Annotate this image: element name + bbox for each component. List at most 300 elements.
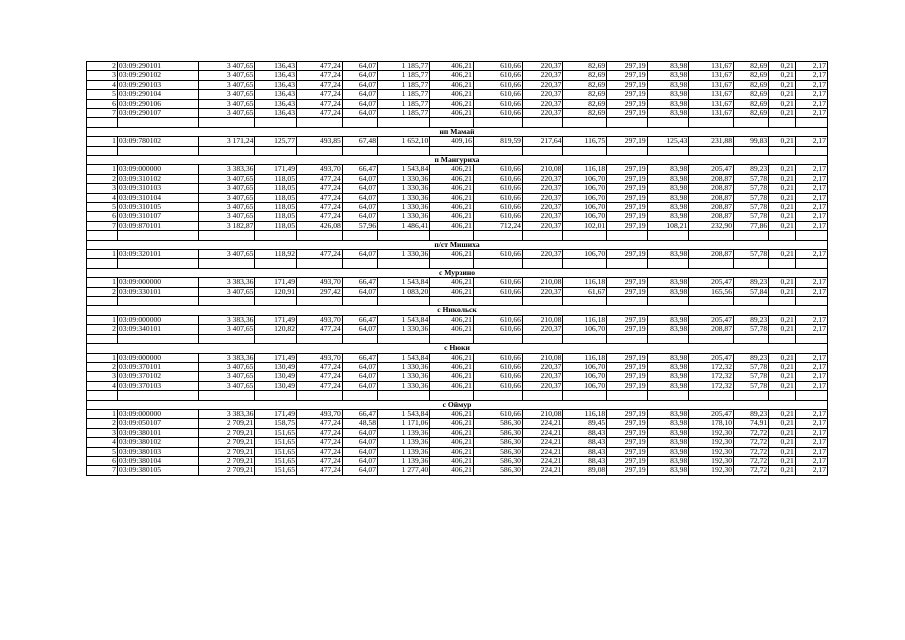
value-cell: 426,08	[297, 221, 343, 230]
spacer-cell	[795, 118, 827, 127]
spacer-cell	[734, 231, 769, 240]
value-cell: 406,21	[430, 212, 474, 221]
value-cell: 0,21	[769, 315, 796, 324]
spacer-cell	[607, 297, 648, 306]
value-cell: 82,69	[734, 71, 769, 80]
value-cell: 131,67	[689, 80, 734, 89]
row-number-cell: 4	[87, 438, 118, 447]
value-cell: 220,37	[522, 250, 563, 259]
value-cell: 2,17	[795, 212, 827, 221]
cadastral-code-cell: 03:09:290103	[117, 80, 198, 89]
value-cell: 99,83	[734, 137, 769, 146]
value-cell: 210,08	[522, 278, 563, 287]
spacer-cell	[522, 259, 563, 268]
value-cell: 118,05	[255, 184, 297, 193]
spacer-cell	[117, 118, 198, 127]
value-cell: 477,24	[297, 80, 343, 89]
row-number-cell: 1	[87, 409, 118, 418]
value-cell: 2,17	[795, 99, 827, 108]
spacer-cell	[117, 146, 198, 155]
value-cell: 297,19	[607, 250, 648, 259]
value-cell: 220,37	[522, 80, 563, 89]
spacer-cell	[734, 146, 769, 155]
value-cell: 2,17	[795, 325, 827, 334]
value-cell: 2,17	[795, 165, 827, 174]
row-number-cell: 5	[87, 203, 118, 212]
table-row	[87, 137, 828, 146]
value-cell: 83,98	[647, 99, 689, 108]
value-cell: 3 383,36	[198, 315, 255, 324]
spacer-cell	[117, 231, 198, 240]
value-cell: 406,21	[430, 278, 474, 287]
value-cell: 151,65	[255, 438, 297, 447]
value-cell: 610,66	[473, 362, 522, 371]
cadastral-code-cell: 03:09:370101	[117, 362, 198, 371]
value-cell: 610,66	[473, 90, 522, 99]
cadastral-code-cell: 03:09:380104	[117, 456, 198, 465]
value-cell: 224,21	[522, 438, 563, 447]
spacer-cell	[734, 118, 769, 127]
spacer-cell	[198, 231, 255, 240]
value-cell: 64,07	[342, 381, 377, 390]
value-cell: 3 171,24	[198, 137, 255, 146]
value-cell: 1 543,84	[378, 278, 430, 287]
table-row	[87, 456, 828, 465]
spacer-cell	[795, 231, 827, 240]
value-cell: 3 407,65	[198, 184, 255, 193]
value-cell: 3 407,65	[198, 99, 255, 108]
value-cell: 83,98	[647, 372, 689, 381]
value-cell: 151,65	[255, 428, 297, 437]
spacer-cell	[795, 297, 827, 306]
value-cell: 125,43	[647, 137, 689, 146]
row-number-cell: 5	[87, 447, 118, 456]
value-cell: 477,24	[297, 212, 343, 221]
spacer-cell	[297, 231, 343, 240]
cadastral-code-cell: 03:09:780102	[117, 137, 198, 146]
value-cell: 217,64	[522, 137, 563, 146]
row-number-cell: 2	[87, 419, 118, 428]
section-title: с Никольск	[87, 306, 828, 315]
spacer-row	[87, 391, 828, 400]
section-header-row	[87, 306, 828, 315]
table-row	[87, 62, 828, 71]
value-cell: 2,17	[795, 438, 827, 447]
section-title: с Оймур	[87, 400, 828, 409]
value-cell: 3 407,65	[198, 62, 255, 71]
value-cell: 610,66	[473, 203, 522, 212]
value-cell: 208,87	[689, 325, 734, 334]
value-cell: 220,37	[522, 203, 563, 212]
value-cell: 406,21	[430, 372, 474, 381]
value-cell: 64,07	[342, 447, 377, 456]
spacer-cell	[378, 146, 430, 155]
value-cell: 151,65	[255, 456, 297, 465]
spacer-cell	[430, 259, 474, 268]
spacer-cell	[430, 297, 474, 306]
spacer-cell	[647, 334, 689, 343]
value-cell: 64,07	[342, 456, 377, 465]
table-row	[87, 109, 828, 118]
value-cell: 83,98	[647, 184, 689, 193]
value-cell: 1 171,06	[378, 419, 430, 428]
spacer-cell	[198, 391, 255, 400]
value-cell: 3 407,65	[198, 287, 255, 296]
spacer-cell	[430, 231, 474, 240]
value-cell: 220,37	[522, 71, 563, 80]
table-row	[87, 203, 828, 212]
value-cell: 406,21	[430, 362, 474, 371]
value-cell: 205,47	[689, 278, 734, 287]
spacer-cell	[522, 297, 563, 306]
spacer-cell	[473, 118, 522, 127]
value-cell: 2,17	[795, 287, 827, 296]
value-cell: 477,24	[297, 90, 343, 99]
table-row	[87, 212, 828, 221]
value-cell: 57,78	[734, 212, 769, 221]
value-cell: 83,98	[647, 447, 689, 456]
value-cell: 2,17	[795, 193, 827, 202]
spacer-cell	[117, 259, 198, 268]
value-cell: 610,66	[473, 315, 522, 324]
value-cell: 57,78	[734, 184, 769, 193]
value-cell: 586,30	[473, 466, 522, 475]
value-cell: 82,69	[734, 99, 769, 108]
row-number-cell: 2	[87, 174, 118, 183]
value-cell: 64,07	[342, 80, 377, 89]
spacer-cell	[607, 231, 648, 240]
value-cell: 220,37	[522, 174, 563, 183]
spacer-cell	[255, 391, 297, 400]
spacer-cell	[255, 297, 297, 306]
table-row	[87, 99, 828, 108]
value-cell: 406,21	[430, 221, 474, 230]
value-cell: 0,21	[769, 409, 796, 418]
value-cell: 406,21	[430, 193, 474, 202]
value-cell: 3 383,36	[198, 278, 255, 287]
value-cell: 297,19	[607, 362, 648, 371]
value-cell: 1 139,36	[378, 438, 430, 447]
value-cell: 2,17	[795, 428, 827, 437]
spacer-cell	[430, 146, 474, 155]
value-cell: 477,24	[297, 466, 343, 475]
value-cell: 2,17	[795, 456, 827, 465]
value-cell: 83,98	[647, 109, 689, 118]
value-cell: 82,69	[563, 109, 607, 118]
spacer-cell	[522, 391, 563, 400]
value-cell: 297,19	[607, 184, 648, 193]
table-row	[87, 428, 828, 437]
value-cell: 477,24	[297, 184, 343, 193]
value-cell: 172,32	[689, 381, 734, 390]
spacer-cell	[255, 334, 297, 343]
spacer-cell	[689, 334, 734, 343]
value-cell: 83,98	[647, 456, 689, 465]
row-number-cell: 2	[87, 362, 118, 371]
value-cell: 64,07	[342, 193, 377, 202]
value-cell: 116,18	[563, 409, 607, 418]
value-cell: 610,66	[473, 325, 522, 334]
value-cell: 171,49	[255, 165, 297, 174]
value-cell: 493,70	[297, 165, 343, 174]
spacer-cell	[255, 118, 297, 127]
spacer-cell	[297, 118, 343, 127]
value-cell: 83,98	[647, 353, 689, 362]
table-row	[87, 409, 828, 418]
spacer-cell	[522, 334, 563, 343]
value-cell: 130,49	[255, 362, 297, 371]
value-cell: 220,37	[522, 325, 563, 334]
value-cell: 409,16	[430, 137, 474, 146]
section-header-row	[87, 156, 828, 165]
value-cell: 477,24	[297, 250, 343, 259]
value-cell: 477,24	[297, 447, 343, 456]
value-cell: 297,19	[607, 372, 648, 381]
value-cell: 3 407,65	[198, 71, 255, 80]
value-cell: 3 407,65	[198, 381, 255, 390]
spacer-cell	[87, 146, 118, 155]
value-cell: 66,47	[342, 353, 377, 362]
value-cell: 2 709,21	[198, 428, 255, 437]
value-cell: 83,98	[647, 90, 689, 99]
value-cell: 64,07	[342, 250, 377, 259]
spacer-cell	[342, 391, 377, 400]
value-cell: 2,17	[795, 221, 827, 230]
value-cell: 116,18	[563, 315, 607, 324]
value-cell: 116,75	[563, 137, 607, 146]
value-cell: 106,70	[563, 203, 607, 212]
row-number-cell: 1	[87, 278, 118, 287]
value-cell: 220,37	[522, 287, 563, 296]
table-row	[87, 90, 828, 99]
spacer-cell	[689, 231, 734, 240]
cadastral-code-cell: 03:09:000000	[117, 353, 198, 362]
spacer-cell	[342, 297, 377, 306]
row-number-cell: 2	[87, 287, 118, 296]
cadastral-code-cell: 03:09:380102	[117, 438, 198, 447]
value-cell: 0,21	[769, 325, 796, 334]
value-cell: 586,30	[473, 456, 522, 465]
value-cell: 136,43	[255, 99, 297, 108]
value-cell: 477,24	[297, 174, 343, 183]
value-cell: 3 407,65	[198, 90, 255, 99]
row-number-cell: 2	[87, 325, 118, 334]
value-cell: 1 185,77	[378, 99, 430, 108]
value-cell: 171,49	[255, 409, 297, 418]
cadastral-code-cell: 03:09:000000	[117, 409, 198, 418]
spacer-cell	[563, 118, 607, 127]
value-cell: 205,47	[689, 165, 734, 174]
section-header-row	[87, 127, 828, 136]
value-cell: 83,98	[647, 438, 689, 447]
value-cell: 57,78	[734, 381, 769, 390]
value-cell: 106,70	[563, 212, 607, 221]
spacer-cell	[117, 391, 198, 400]
cadastral-code-cell: 03:09:380103	[117, 447, 198, 456]
value-cell: 477,24	[297, 109, 343, 118]
value-cell: 297,19	[607, 315, 648, 324]
value-cell: 493,70	[297, 315, 343, 324]
spacer-cell	[378, 259, 430, 268]
spacer-cell	[87, 297, 118, 306]
value-cell: 64,07	[342, 428, 377, 437]
value-cell: 220,37	[522, 109, 563, 118]
spacer-cell	[563, 259, 607, 268]
value-cell: 2,17	[795, 353, 827, 362]
spacer-cell	[563, 297, 607, 306]
value-cell: 406,21	[430, 447, 474, 456]
value-cell: 82,69	[563, 62, 607, 71]
cadastral-code-cell: 03:09:290102	[117, 71, 198, 80]
row-number-cell: 1	[87, 353, 118, 362]
value-cell: 82,69	[563, 80, 607, 89]
value-cell: 297,19	[607, 438, 648, 447]
value-cell: 2,17	[795, 381, 827, 390]
spacer-cell	[647, 391, 689, 400]
value-cell: 82,69	[734, 62, 769, 71]
row-number-cell: 6	[87, 99, 118, 108]
value-cell: 0,21	[769, 212, 796, 221]
value-cell: 136,43	[255, 90, 297, 99]
spacer-cell	[87, 391, 118, 400]
value-cell: 3 383,36	[198, 165, 255, 174]
row-number-cell: 1	[87, 315, 118, 324]
row-number-cell: 5	[87, 90, 118, 99]
value-cell: 1 139,36	[378, 456, 430, 465]
value-cell: 118,05	[255, 212, 297, 221]
spacer-cell	[607, 334, 648, 343]
spacer-cell	[378, 334, 430, 343]
value-cell: 0,21	[769, 184, 796, 193]
value-cell: 297,19	[607, 109, 648, 118]
value-cell: 72,72	[734, 428, 769, 437]
spacer-cell	[342, 118, 377, 127]
value-cell: 2,17	[795, 80, 827, 89]
spacer-cell	[607, 391, 648, 400]
value-cell: 151,65	[255, 447, 297, 456]
value-cell: 3 407,65	[198, 193, 255, 202]
spacer-cell	[87, 231, 118, 240]
section-title: нп Мамай	[87, 127, 828, 136]
value-cell: 1 330,36	[378, 203, 430, 212]
value-cell: 83,98	[647, 278, 689, 287]
spacer-cell	[473, 259, 522, 268]
value-cell: 1 185,77	[378, 109, 430, 118]
value-cell: 224,21	[522, 447, 563, 456]
value-cell: 297,19	[607, 62, 648, 71]
section-title: п Мангуриха	[87, 156, 828, 165]
table-row	[87, 315, 828, 324]
spacer-cell	[689, 146, 734, 155]
value-cell: 610,66	[473, 184, 522, 193]
value-cell: 712,24	[473, 221, 522, 230]
value-cell: 151,65	[255, 466, 297, 475]
value-cell: 205,47	[689, 315, 734, 324]
value-cell: 610,66	[473, 99, 522, 108]
cadastral-code-cell: 03:09:050107	[117, 419, 198, 428]
spacer-row	[87, 334, 828, 343]
value-cell: 2,17	[795, 447, 827, 456]
spacer-cell	[473, 334, 522, 343]
spacer-cell	[795, 259, 827, 268]
value-cell: 120,82	[255, 325, 297, 334]
value-cell: 118,05	[255, 221, 297, 230]
table-row	[87, 325, 828, 334]
value-cell: 64,07	[342, 203, 377, 212]
value-cell: 3 383,36	[198, 409, 255, 418]
value-cell: 0,21	[769, 62, 796, 71]
spacer-cell	[522, 146, 563, 155]
value-cell: 64,07	[342, 62, 377, 71]
cadastral-code-cell: 03:09:310105	[117, 203, 198, 212]
value-cell: 106,70	[563, 362, 607, 371]
table-row	[87, 71, 828, 80]
value-cell: 88,43	[563, 447, 607, 456]
table-row	[87, 165, 828, 174]
value-cell: 205,47	[689, 353, 734, 362]
value-cell: 2 709,21	[198, 456, 255, 465]
value-cell: 82,69	[734, 90, 769, 99]
spacer-cell	[473, 146, 522, 155]
value-cell: 178,10	[689, 419, 734, 428]
value-cell: 1 139,36	[378, 447, 430, 456]
spacer-cell	[689, 391, 734, 400]
value-cell: 131,67	[689, 109, 734, 118]
row-number-cell: 6	[87, 212, 118, 221]
section-header-row	[87, 268, 828, 277]
value-cell: 297,19	[607, 80, 648, 89]
value-cell: 64,07	[342, 438, 377, 447]
value-cell: 0,21	[769, 165, 796, 174]
value-cell: 131,67	[689, 62, 734, 71]
value-cell: 610,66	[473, 80, 522, 89]
value-cell: 2,17	[795, 278, 827, 287]
table-row	[87, 438, 828, 447]
spacer-cell	[430, 391, 474, 400]
value-cell: 89,23	[734, 409, 769, 418]
value-cell: 610,66	[473, 109, 522, 118]
value-cell: 89,23	[734, 315, 769, 324]
value-cell: 3 407,65	[198, 212, 255, 221]
cadastral-code-cell: 03:09:000000	[117, 278, 198, 287]
value-cell: 477,24	[297, 71, 343, 80]
spacer-cell	[689, 118, 734, 127]
spacer-cell	[647, 231, 689, 240]
value-cell: 586,30	[473, 419, 522, 428]
value-cell: 192,30	[689, 428, 734, 437]
value-cell: 172,32	[689, 372, 734, 381]
value-cell: 106,70	[563, 372, 607, 381]
value-cell: 89,08	[563, 466, 607, 475]
value-cell: 2 709,21	[198, 466, 255, 475]
value-cell: 220,37	[522, 99, 563, 108]
row-number-cell: 3	[87, 184, 118, 193]
cadastral-code-cell: 03:09:310102	[117, 174, 198, 183]
value-cell: 106,70	[563, 184, 607, 193]
value-cell: 477,24	[297, 99, 343, 108]
value-cell: 83,98	[647, 212, 689, 221]
value-cell: 477,24	[297, 325, 343, 334]
value-cell: 406,21	[430, 203, 474, 212]
value-cell: 3 407,65	[198, 109, 255, 118]
value-cell: 88,43	[563, 456, 607, 465]
row-number-cell: 2	[87, 62, 118, 71]
spacer-cell	[647, 118, 689, 127]
value-cell: 82,69	[734, 109, 769, 118]
value-cell: 64,07	[342, 466, 377, 475]
cadastral-code-cell: 03:09:330101	[117, 287, 198, 296]
value-cell: 83,98	[647, 287, 689, 296]
